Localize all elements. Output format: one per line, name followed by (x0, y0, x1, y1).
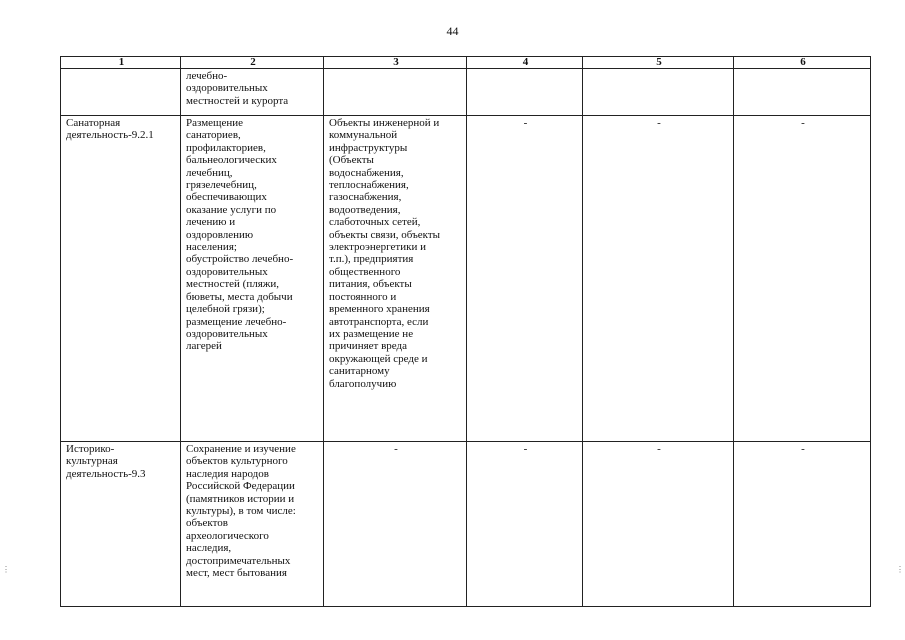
column-header-2: 2 (181, 57, 324, 69)
table-cell (467, 442, 583, 607)
cell-text: Санаторная деятельность-9.2.1 (66, 117, 154, 142)
column-header-3: 3 (324, 57, 467, 69)
table-cell (467, 69, 583, 116)
cell-text: - (394, 443, 398, 455)
column-header-5: 5 (583, 57, 734, 69)
scan-edge-mark-left: ⋮ (2, 565, 10, 574)
table-cell (324, 69, 467, 116)
column-header-1: 1 (61, 57, 181, 69)
scan-edge-mark-right: ⋮ (896, 565, 904, 574)
table-cell (467, 116, 583, 442)
cell-text: - (523, 443, 528, 455)
column-header-4: 4 (467, 57, 583, 69)
cell-text: лечебно- оздоровительных местностей и курорта (186, 70, 289, 107)
table-cell (583, 69, 734, 116)
table-cell (324, 442, 467, 607)
table-cell (61, 116, 181, 442)
cell-text: Сохранение и изучение объектов культурного наследия народов Российской Федерации (памятников истории и культуры), в том числе: объектов археологического наследия, достопримечательных мест, мест бытования (186, 443, 296, 580)
cell-text: - (801, 117, 805, 129)
regulations-table (60, 56, 871, 607)
table-row (61, 69, 871, 116)
table-cell (181, 116, 324, 442)
table-cell (61, 69, 181, 116)
cell-text: - (523, 117, 528, 129)
cell-text: - (657, 443, 661, 455)
table-cell (583, 442, 734, 607)
table-cell (734, 116, 871, 442)
table-row (61, 116, 871, 442)
table-cell (324, 116, 467, 442)
table-cell (181, 69, 324, 116)
cell-text: - (801, 443, 805, 455)
cell-text: Размещение санаториев, профилакториев, бальнеологических лечебниц, грязелечебниц, обеспечивающих оказание услуги по лечению и оздоровлению населения; обустройство лечебно- оздоровительных местностей (пляжи, бюветы, места добычи целебной грязи); размещение лечебно- оздоровительных лагерей (186, 117, 294, 353)
table-cell (734, 69, 871, 116)
page-number: 44 (446, 24, 459, 38)
cell-text: Объекты инженерной и коммунальной инфраструктуры (Объекты водоснабжения, теплоснабжения, газоснабжения, водоотведения, слаботочных сетей, объекты связи, объекты электроэнергетики и т.п.), предприятия общественного питания, объекты постоянного и временного хранения автотранспорта, если их размещение не причиняет вреда окружающей среде и санитарному благополучию (329, 117, 441, 390)
table-header-row (61, 57, 871, 69)
table-row (61, 442, 871, 607)
table-cell (583, 116, 734, 442)
table-cell (61, 442, 181, 607)
table-cell (734, 442, 871, 607)
cell-text: Историко- культурная деятельность-9.3 (66, 443, 146, 480)
cell-text: - (657, 117, 661, 129)
column-header-6: 6 (734, 57, 871, 69)
table-cell (181, 442, 324, 607)
